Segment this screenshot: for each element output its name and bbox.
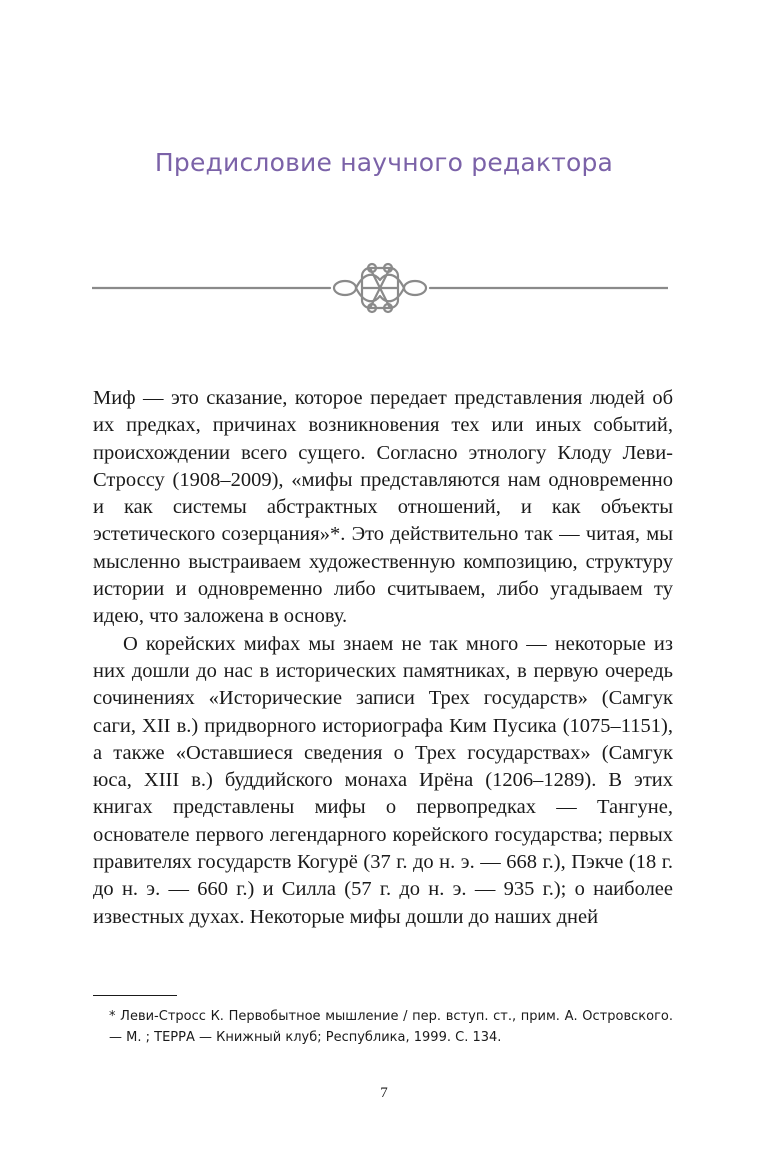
body-text (93, 385, 673, 931)
paragraph-1: Миф — это сказание, которое передает представления людей об их предках, причинах возникновения тех или иных событий, происхождении всего сущего. Согласно этнологу Клоду Леви-Строссу (1908–2009), «мифы представляются нам одновременно и как системы абстрактных отношений, и как объекты эстетического созерцания»*. Это действительно так — читая, мы мысленно выстраиваем художественную композицию, структуру истории и одновременно либо считываем, либо угадываем ту идею, что заложена в основу. (93, 387, 673, 628)
paragraph-2: О корейских мифах мы знаем не так много — некоторые из них дошли до нас в исторических памятниках, в первую очередь сочинениях «Исторические записи Трех государств» (Самгук саги, XII в.) придворного историографа Ким Пусика (1075–1151), а также «Оставшиеся сведения о Трех государствах» (Самгук юса, XIII в.) буддийского монаха Ирёна (1206–1289). В этих книгах представлены мифы о первопредках — Тангуне, основателе первого легендарного корейского государства; первых правителях государств Когурё (37 г. до н. э. — 668 г.), Пэкче (18 г. до н. э. — 660 г.) и Силла (57 г. до н. э. — 935 г.); о наиболее известных духах. Некоторые мифы дошли до наших дней (93, 632, 673, 928)
page-number: 7 (380, 1085, 388, 1101)
footnote-divider (93, 995, 177, 996)
footnote: * Леви-Стросс К. Первобытное мышление / пер. вступ. ст., прим. А. Островского. — М. ; ТЕРРА — Книжный клуб; Республика, 1999. С. 134. (109, 1009, 673, 1045)
knot-ornament-icon (92, 262, 668, 314)
page-title: Предисловие научного редактора (154, 148, 614, 177)
